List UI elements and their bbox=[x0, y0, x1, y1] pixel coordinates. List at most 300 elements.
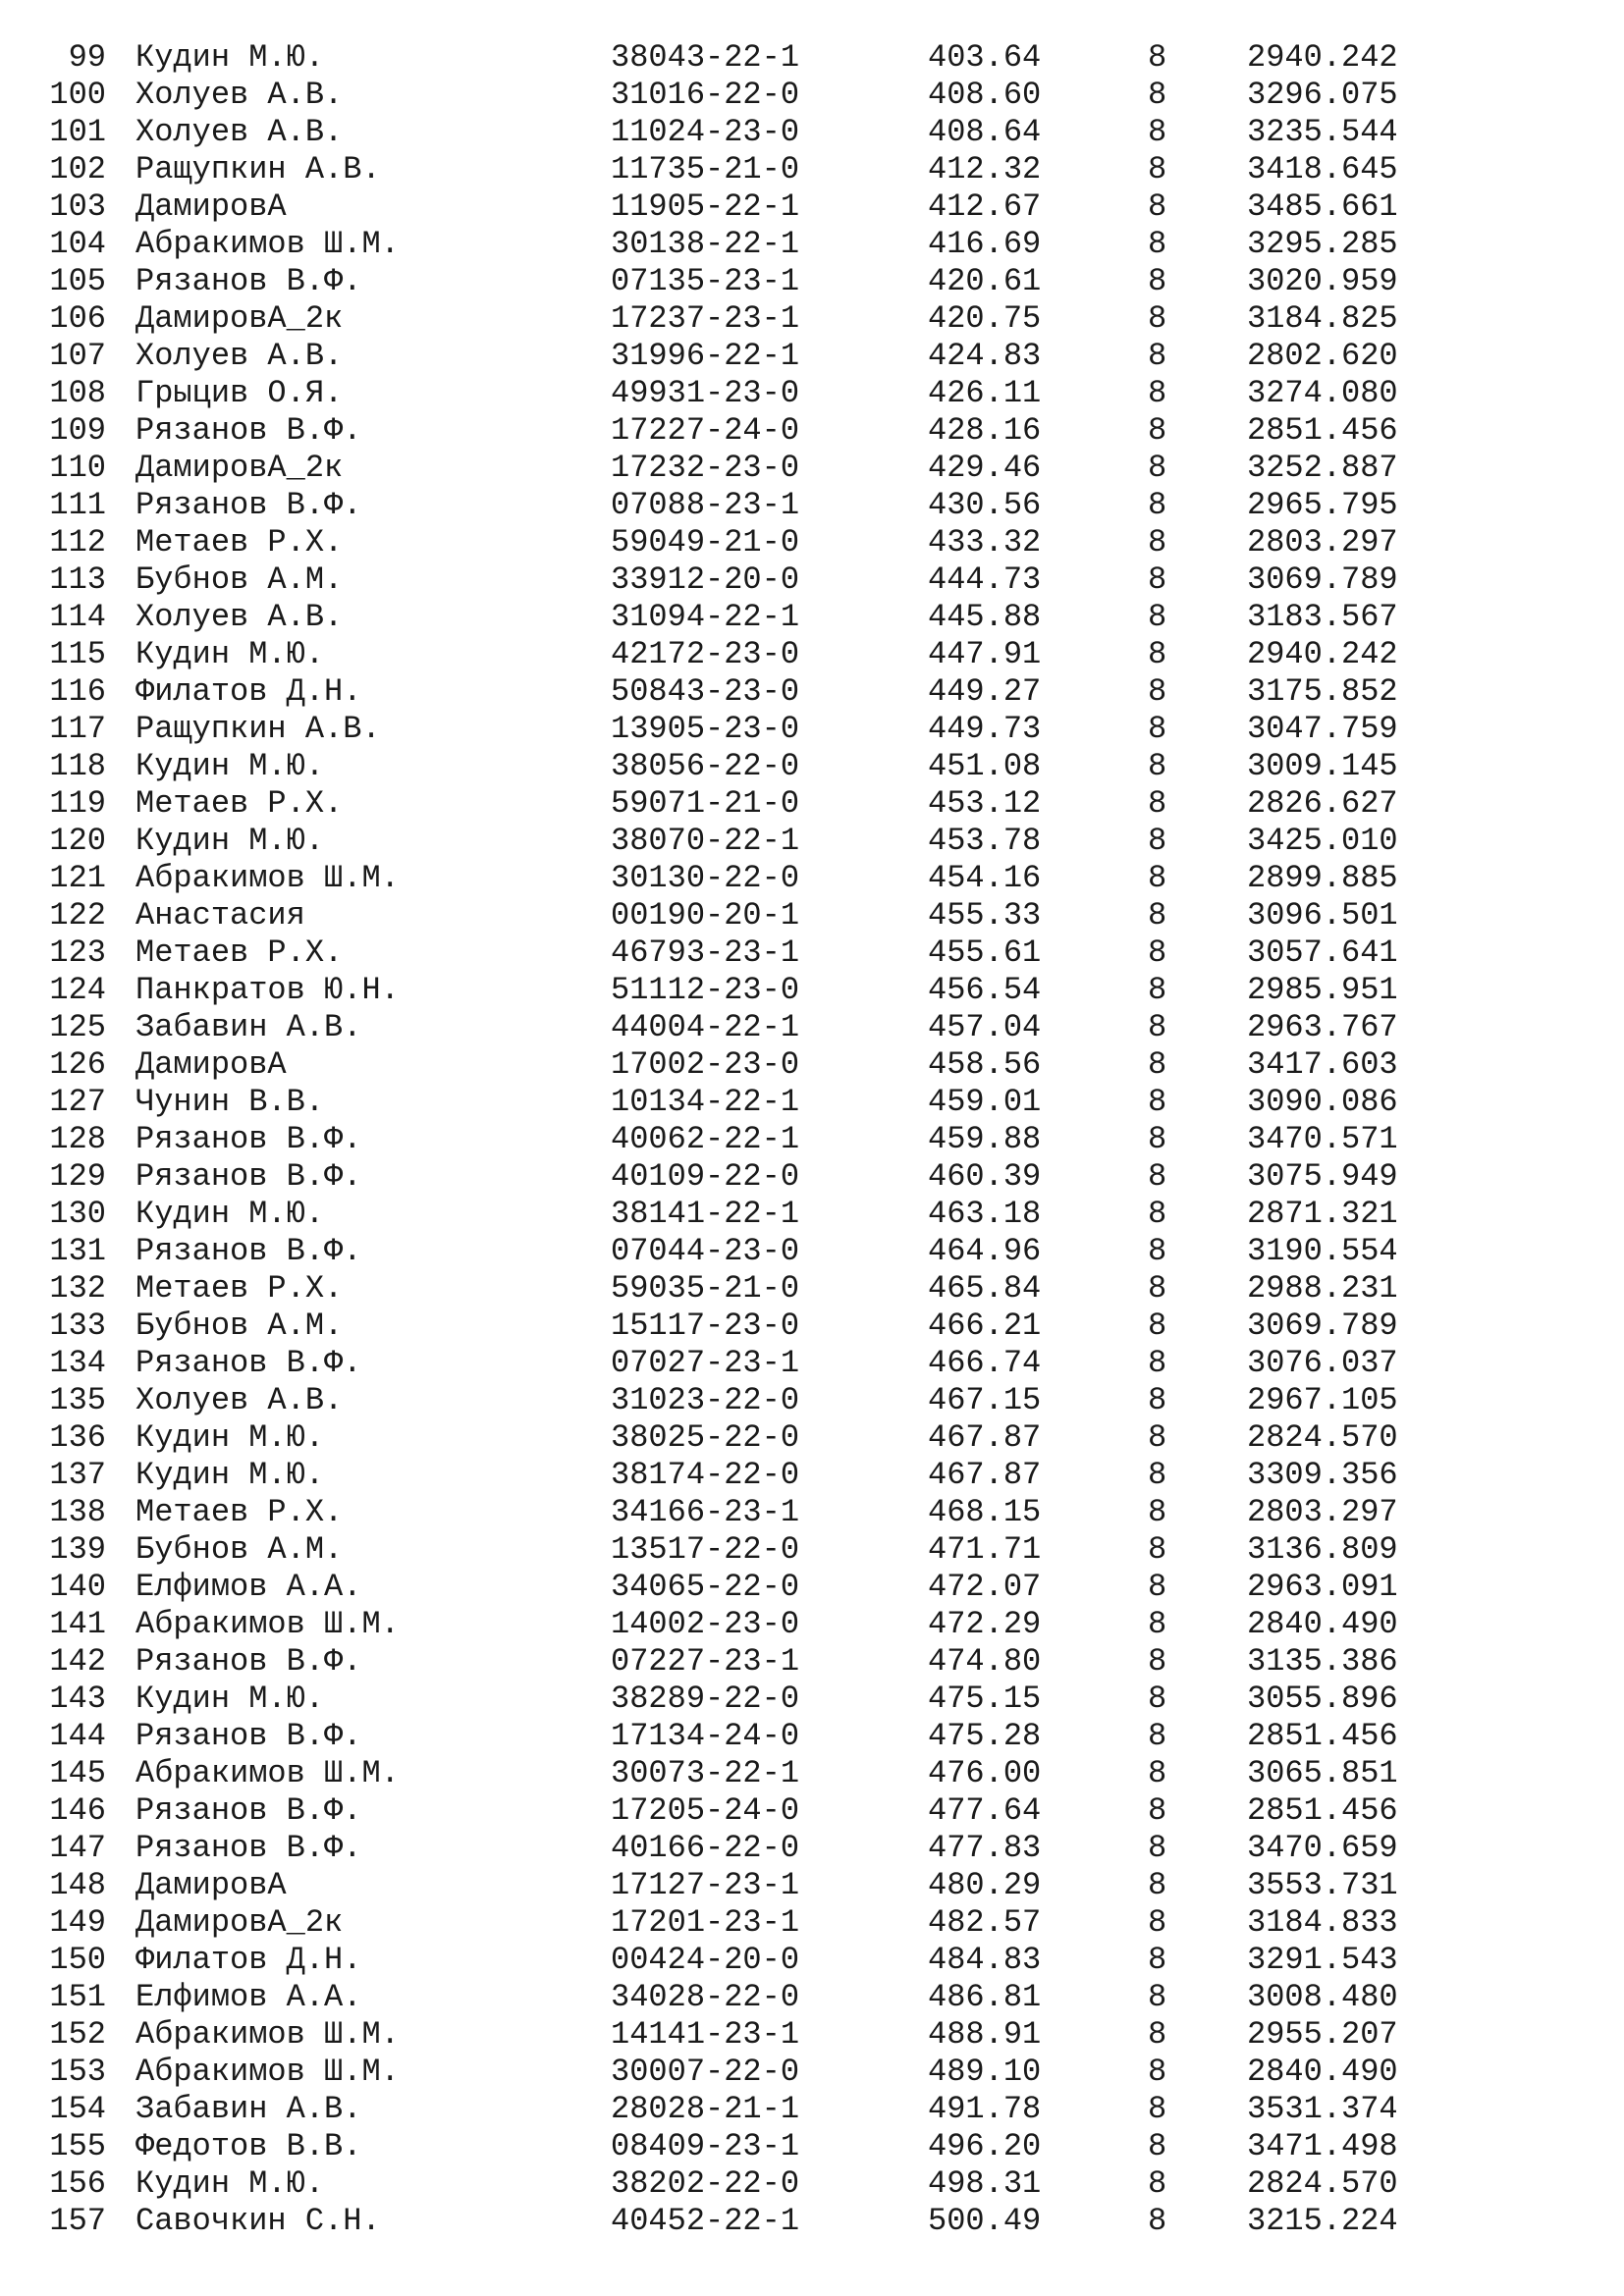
row-code: 07027-23-1 bbox=[611, 1345, 800, 1381]
row-total: 3418.645 bbox=[1247, 151, 1398, 187]
row-number: 152 bbox=[49, 2016, 106, 2053]
row-value: 475.28 bbox=[928, 1718, 1042, 1754]
row-value: 471.71 bbox=[928, 1531, 1042, 1568]
row-value: 424.83 bbox=[928, 338, 1042, 374]
row-total: 3069.789 bbox=[1247, 561, 1398, 598]
row-count: 8 bbox=[1148, 1382, 1167, 1418]
row-code: 11024-23-0 bbox=[611, 114, 800, 150]
row-value: 444.73 bbox=[928, 561, 1042, 598]
row-total: 3184.825 bbox=[1247, 300, 1398, 337]
row-code: 33912-20-0 bbox=[611, 561, 800, 598]
row-total: 3183.567 bbox=[1247, 599, 1398, 635]
row-count: 8 bbox=[1148, 1121, 1167, 1157]
row-code: 14141-23-1 bbox=[611, 2016, 800, 2053]
row-count: 8 bbox=[1148, 1494, 1167, 1530]
row-number: 149 bbox=[49, 1904, 106, 1941]
row-number: 107 bbox=[49, 338, 106, 374]
row-number: 131 bbox=[49, 1233, 106, 1269]
row-code: 10134-22-1 bbox=[611, 1084, 800, 1120]
row-value: 466.21 bbox=[928, 1308, 1042, 1344]
row-code: 40452-22-1 bbox=[611, 2203, 800, 2239]
row-total: 2940.242 bbox=[1247, 39, 1398, 76]
row-value: 491.78 bbox=[928, 2091, 1042, 2127]
row-count: 8 bbox=[1148, 1457, 1167, 1493]
row-number: 148 bbox=[49, 1867, 106, 1903]
row-number: 135 bbox=[49, 1382, 106, 1418]
row-total: 3190.554 bbox=[1247, 1233, 1398, 1269]
row-value: 408.64 bbox=[928, 114, 1042, 150]
row-number: 103 bbox=[49, 188, 106, 225]
row-value: 457.04 bbox=[928, 1009, 1042, 1045]
row-code: 51112-23-0 bbox=[611, 972, 800, 1008]
row-number: 141 bbox=[49, 1606, 106, 1642]
row-number: 147 bbox=[49, 1830, 106, 1866]
row-value: 467.87 bbox=[928, 1419, 1042, 1456]
row-number: 101 bbox=[49, 114, 106, 150]
row-code: 17127-23-1 bbox=[611, 1867, 800, 1903]
row-number: 106 bbox=[49, 300, 106, 337]
row-total: 2985.951 bbox=[1247, 972, 1398, 1008]
row-value: 458.56 bbox=[928, 1046, 1042, 1083]
row-count: 8 bbox=[1148, 2054, 1167, 2090]
row-value: 484.83 bbox=[928, 1942, 1042, 1978]
row-name: Забавин А.В. bbox=[135, 1009, 362, 1045]
row-code: 38141-22-1 bbox=[611, 1196, 800, 1232]
row-count: 8 bbox=[1148, 524, 1167, 561]
row-value: 445.88 bbox=[928, 599, 1042, 635]
row-count: 8 bbox=[1148, 77, 1167, 113]
row-total: 3009.145 bbox=[1247, 748, 1398, 784]
row-code: 38025-22-0 bbox=[611, 1419, 800, 1456]
row-name: ДамировА_2к bbox=[135, 1904, 344, 1941]
row-name: Рязанов В.Ф. bbox=[135, 263, 362, 299]
row-name: Бубнов А.М. bbox=[135, 561, 344, 598]
row-total: 2824.570 bbox=[1247, 1419, 1398, 1456]
row-total: 3076.037 bbox=[1247, 1345, 1398, 1381]
row-total: 2851.456 bbox=[1247, 1792, 1398, 1829]
row-total: 2851.456 bbox=[1247, 1718, 1398, 1754]
row-number: 100 bbox=[49, 77, 106, 113]
row-number: 133 bbox=[49, 1308, 106, 1344]
row-name: ДамировА bbox=[135, 188, 287, 225]
row-name: Абракимов Ш.М. bbox=[135, 226, 400, 262]
row-value: 482.57 bbox=[928, 1904, 1042, 1941]
row-name: Елфимов А.А. bbox=[135, 1979, 362, 2015]
row-code: 08409-23-1 bbox=[611, 2128, 800, 2164]
row-number: 111 bbox=[49, 487, 106, 523]
row-count: 8 bbox=[1148, 338, 1167, 374]
row-total: 3417.603 bbox=[1247, 1046, 1398, 1083]
row-code: 13517-22-0 bbox=[611, 1531, 800, 1568]
row-count: 8 bbox=[1148, 1942, 1167, 1978]
row-total: 3055.896 bbox=[1247, 1681, 1398, 1717]
row-number: 140 bbox=[49, 1569, 106, 1605]
row-name: Грыцив О.Я. bbox=[135, 375, 344, 411]
row-name: Ращупкин А.В. bbox=[135, 711, 381, 747]
row-name: ДамировА_2к bbox=[135, 300, 344, 337]
row-value: 403.64 bbox=[928, 39, 1042, 76]
row-code: 17237-23-1 bbox=[611, 300, 800, 337]
row-count: 8 bbox=[1148, 785, 1167, 822]
row-count: 8 bbox=[1148, 1270, 1167, 1307]
row-code: 31023-22-0 bbox=[611, 1382, 800, 1418]
row-value: 412.32 bbox=[928, 151, 1042, 187]
row-number: 116 bbox=[49, 673, 106, 710]
row-total: 3252.887 bbox=[1247, 450, 1398, 486]
row-value: 420.61 bbox=[928, 263, 1042, 299]
row-code: 44004-22-1 bbox=[611, 1009, 800, 1045]
row-name: Кудин М.Ю. bbox=[135, 748, 325, 784]
row-total: 3020.959 bbox=[1247, 263, 1398, 299]
row-value: 477.64 bbox=[928, 1792, 1042, 1829]
row-count: 8 bbox=[1148, 450, 1167, 486]
row-number: 124 bbox=[49, 972, 106, 1008]
row-number: 130 bbox=[49, 1196, 106, 1232]
row-count: 8 bbox=[1148, 1196, 1167, 1232]
row-count: 8 bbox=[1148, 487, 1167, 523]
row-code: 38289-22-0 bbox=[611, 1681, 800, 1717]
row-total: 3471.498 bbox=[1247, 2128, 1398, 2164]
row-total: 2963.767 bbox=[1247, 1009, 1398, 1045]
row-number: 99 bbox=[68, 39, 106, 76]
row-name: Метаев Р.Х. bbox=[135, 524, 344, 561]
row-code: 07135-23-1 bbox=[611, 263, 800, 299]
row-name: Кудин М.Ю. bbox=[135, 39, 325, 76]
row-name: Холуев А.В. bbox=[135, 599, 344, 635]
row-count: 8 bbox=[1148, 1308, 1167, 1344]
row-name: Анастасия bbox=[135, 897, 305, 934]
row-number: 156 bbox=[49, 2165, 106, 2202]
row-number: 102 bbox=[49, 151, 106, 187]
row-value: 480.29 bbox=[928, 1867, 1042, 1903]
row-number: 139 bbox=[49, 1531, 106, 1568]
row-total: 3057.641 bbox=[1247, 934, 1398, 971]
row-value: 455.33 bbox=[928, 897, 1042, 934]
row-name: Филатов Д.Н. bbox=[135, 673, 362, 710]
row-name: Абракимов Ш.М. bbox=[135, 860, 400, 896]
row-code: 34028-22-0 bbox=[611, 1979, 800, 2015]
row-name: Холуев А.В. bbox=[135, 338, 344, 374]
row-number: 110 bbox=[49, 450, 106, 486]
row-code: 14002-23-0 bbox=[611, 1606, 800, 1642]
row-value: 498.31 bbox=[928, 2165, 1042, 2202]
row-total: 3096.501 bbox=[1247, 897, 1398, 934]
row-value: 426.11 bbox=[928, 375, 1042, 411]
row-value: 466.74 bbox=[928, 1345, 1042, 1381]
row-count: 8 bbox=[1148, 1419, 1167, 1456]
row-total: 3069.789 bbox=[1247, 1308, 1398, 1344]
row-code: 17232-23-0 bbox=[611, 450, 800, 486]
row-code: 31094-22-1 bbox=[611, 599, 800, 635]
row-count: 8 bbox=[1148, 636, 1167, 672]
row-value: 453.12 bbox=[928, 785, 1042, 822]
row-number: 155 bbox=[49, 2128, 106, 2164]
row-code: 07088-23-1 bbox=[611, 487, 800, 523]
row-number: 127 bbox=[49, 1084, 106, 1120]
row-count: 8 bbox=[1148, 1009, 1167, 1045]
row-value: 459.01 bbox=[928, 1084, 1042, 1120]
row-number: 157 bbox=[49, 2203, 106, 2239]
row-total: 3090.086 bbox=[1247, 1084, 1398, 1120]
row-value: 455.61 bbox=[928, 934, 1042, 971]
row-code: 34065-22-0 bbox=[611, 1569, 800, 1605]
row-total: 3215.224 bbox=[1247, 2203, 1398, 2239]
row-total: 2871.321 bbox=[1247, 1196, 1398, 1232]
row-code: 42172-23-0 bbox=[611, 636, 800, 672]
row-total: 3135.386 bbox=[1247, 1643, 1398, 1680]
row-value: 416.69 bbox=[928, 226, 1042, 262]
row-count: 8 bbox=[1148, 748, 1167, 784]
row-number: 122 bbox=[49, 897, 106, 934]
row-number: 117 bbox=[49, 711, 106, 747]
row-count: 8 bbox=[1148, 151, 1167, 187]
row-count: 8 bbox=[1148, 114, 1167, 150]
row-total: 3175.852 bbox=[1247, 673, 1398, 710]
row-name: Рязанов В.Ф. bbox=[135, 487, 362, 523]
row-count: 8 bbox=[1148, 1830, 1167, 1866]
row-code: 31016-22-0 bbox=[611, 77, 800, 113]
row-value: 464.96 bbox=[928, 1233, 1042, 1269]
row-count: 8 bbox=[1148, 1643, 1167, 1680]
row-code: 17201-23-1 bbox=[611, 1904, 800, 1941]
row-number: 143 bbox=[49, 1681, 106, 1717]
row-name: Кудин М.Ю. bbox=[135, 636, 325, 672]
row-code: 00190-20-1 bbox=[611, 897, 800, 934]
row-code: 46793-23-1 bbox=[611, 934, 800, 971]
row-number: 138 bbox=[49, 1494, 106, 1530]
row-number: 114 bbox=[49, 599, 106, 635]
row-name: Савочкин С.Н. bbox=[135, 2203, 381, 2239]
row-name: Рязанов В.Ф. bbox=[135, 1121, 362, 1157]
row-code: 34166-23-1 bbox=[611, 1494, 800, 1530]
row-count: 8 bbox=[1148, 412, 1167, 449]
row-code: 38202-22-0 bbox=[611, 2165, 800, 2202]
row-name: ДамировА_2к bbox=[135, 450, 344, 486]
row-total: 2803.297 bbox=[1247, 524, 1398, 561]
row-name: Холуев А.В. bbox=[135, 77, 344, 113]
row-total: 2965.795 bbox=[1247, 487, 1398, 523]
row-total: 2967.105 bbox=[1247, 1382, 1398, 1418]
row-code: 30138-22-1 bbox=[611, 226, 800, 262]
row-total: 3531.374 bbox=[1247, 2091, 1398, 2127]
row-number: 146 bbox=[49, 1792, 106, 1829]
row-count: 8 bbox=[1148, 934, 1167, 971]
row-total: 3136.809 bbox=[1247, 1531, 1398, 1568]
row-value: 489.10 bbox=[928, 2054, 1042, 2090]
row-code: 07044-23-0 bbox=[611, 1233, 800, 1269]
row-number: 154 bbox=[49, 2091, 106, 2127]
row-count: 8 bbox=[1148, 1792, 1167, 1829]
row-code: 15117-23-0 bbox=[611, 1308, 800, 1344]
row-value: 486.81 bbox=[928, 1979, 1042, 2015]
row-count: 8 bbox=[1148, 1606, 1167, 1642]
row-code: 07227-23-1 bbox=[611, 1643, 800, 1680]
row-number: 134 bbox=[49, 1345, 106, 1381]
row-count: 8 bbox=[1148, 1158, 1167, 1195]
row-total: 3553.731 bbox=[1247, 1867, 1398, 1903]
row-value: 433.32 bbox=[928, 524, 1042, 561]
row-count: 8 bbox=[1148, 1531, 1167, 1568]
row-name: Рязанов В.Ф. bbox=[135, 1643, 362, 1680]
row-code: 11735-21-0 bbox=[611, 151, 800, 187]
row-name: Холуев А.В. bbox=[135, 1382, 344, 1418]
row-code: 59049-21-0 bbox=[611, 524, 800, 561]
row-total: 2840.490 bbox=[1247, 2054, 1398, 2090]
row-value: 428.16 bbox=[928, 412, 1042, 449]
row-value: 449.73 bbox=[928, 711, 1042, 747]
row-count: 8 bbox=[1148, 711, 1167, 747]
row-count: 8 bbox=[1148, 1345, 1167, 1381]
row-code: 17205-24-0 bbox=[611, 1792, 800, 1829]
row-number: 136 bbox=[49, 1419, 106, 1456]
row-count: 8 bbox=[1148, 823, 1167, 859]
row-name: Чунин В.В. bbox=[135, 1084, 325, 1120]
row-value: 456.54 bbox=[928, 972, 1042, 1008]
row-total: 3274.080 bbox=[1247, 375, 1398, 411]
row-value: 467.15 bbox=[928, 1382, 1042, 1418]
row-value: 474.80 bbox=[928, 1643, 1042, 1680]
row-value: 420.75 bbox=[928, 300, 1042, 337]
row-name: Метаев Р.Х. bbox=[135, 785, 344, 822]
row-count: 8 bbox=[1148, 1084, 1167, 1120]
row-name: Рязанов В.Ф. bbox=[135, 1792, 362, 1829]
row-number: 121 bbox=[49, 860, 106, 896]
row-value: 453.78 bbox=[928, 823, 1042, 859]
row-value: 468.15 bbox=[928, 1494, 1042, 1530]
row-code: 49931-23-0 bbox=[611, 375, 800, 411]
row-name: Бубнов А.М. bbox=[135, 1531, 344, 1568]
row-number: 115 bbox=[49, 636, 106, 672]
row-value: 459.88 bbox=[928, 1121, 1042, 1157]
row-number: 137 bbox=[49, 1457, 106, 1493]
row-count: 8 bbox=[1148, 375, 1167, 411]
row-value: 463.18 bbox=[928, 1196, 1042, 1232]
row-name: Рязанов В.Ф. bbox=[135, 1718, 362, 1754]
row-total: 3291.543 bbox=[1247, 1942, 1398, 1978]
row-name: Ращупкин А.В. bbox=[135, 151, 381, 187]
row-total: 3235.544 bbox=[1247, 114, 1398, 150]
row-number: 129 bbox=[49, 1158, 106, 1195]
row-count: 8 bbox=[1148, 1681, 1167, 1717]
row-count: 8 bbox=[1148, 1569, 1167, 1605]
row-count: 8 bbox=[1148, 39, 1167, 76]
row-code: 00424-20-0 bbox=[611, 1942, 800, 1978]
row-value: 447.91 bbox=[928, 636, 1042, 672]
row-number: 153 bbox=[49, 2054, 106, 2090]
row-count: 8 bbox=[1148, 1755, 1167, 1791]
row-value: 476.00 bbox=[928, 1755, 1042, 1791]
row-total: 2840.490 bbox=[1247, 1606, 1398, 1642]
row-count: 8 bbox=[1148, 1904, 1167, 1941]
row-value: 475.15 bbox=[928, 1681, 1042, 1717]
row-count: 8 bbox=[1148, 1979, 1167, 2015]
row-count: 8 bbox=[1148, 300, 1167, 337]
row-count: 8 bbox=[1148, 1867, 1167, 1903]
row-code: 38043-22-1 bbox=[611, 39, 800, 76]
row-value: 477.83 bbox=[928, 1830, 1042, 1866]
row-number: 120 bbox=[49, 823, 106, 859]
row-value: 429.46 bbox=[928, 450, 1042, 486]
row-number: 144 bbox=[49, 1718, 106, 1754]
row-total: 2988.231 bbox=[1247, 1270, 1398, 1307]
row-total: 3296.075 bbox=[1247, 77, 1398, 113]
row-total: 2963.091 bbox=[1247, 1569, 1398, 1605]
row-value: 412.67 bbox=[928, 188, 1042, 225]
row-value: 488.91 bbox=[928, 2016, 1042, 2053]
row-number: 112 bbox=[49, 524, 106, 561]
row-count: 8 bbox=[1148, 2203, 1167, 2239]
row-value: 500.49 bbox=[928, 2203, 1042, 2239]
row-name: Холуев А.В. bbox=[135, 114, 344, 150]
row-count: 8 bbox=[1148, 673, 1167, 710]
row-name: ДамировА bbox=[135, 1867, 287, 1903]
row-code: 40109-22-0 bbox=[611, 1158, 800, 1195]
row-value: 496.20 bbox=[928, 2128, 1042, 2164]
row-total: 2802.620 bbox=[1247, 338, 1398, 374]
row-value: 472.29 bbox=[928, 1606, 1042, 1642]
row-total: 2940.242 bbox=[1247, 636, 1398, 672]
row-number: 126 bbox=[49, 1046, 106, 1083]
row-code: 59071-21-0 bbox=[611, 785, 800, 822]
row-count: 8 bbox=[1148, 1233, 1167, 1269]
row-value: 449.27 bbox=[928, 673, 1042, 710]
row-value: 454.16 bbox=[928, 860, 1042, 896]
row-total: 3047.759 bbox=[1247, 711, 1398, 747]
row-number: 105 bbox=[49, 263, 106, 299]
row-total: 2899.885 bbox=[1247, 860, 1398, 896]
row-number: 132 bbox=[49, 1270, 106, 1307]
row-name: Рязанов В.Ф. bbox=[135, 412, 362, 449]
row-count: 8 bbox=[1148, 860, 1167, 896]
row-number: 118 bbox=[49, 748, 106, 784]
row-number: 108 bbox=[49, 375, 106, 411]
row-total: 3184.833 bbox=[1247, 1904, 1398, 1941]
row-number: 104 bbox=[49, 226, 106, 262]
row-value: 408.60 bbox=[928, 77, 1042, 113]
row-name: Кудин М.Ю. bbox=[135, 1419, 325, 1456]
row-count: 8 bbox=[1148, 561, 1167, 598]
row-name: Бубнов А.М. bbox=[135, 1308, 344, 1344]
row-count: 8 bbox=[1148, 188, 1167, 225]
row-name: Рязанов В.Ф. bbox=[135, 1233, 362, 1269]
row-total: 3295.285 bbox=[1247, 226, 1398, 262]
row-name: Метаев Р.Х. bbox=[135, 934, 344, 971]
row-total: 2826.627 bbox=[1247, 785, 1398, 822]
row-total: 2803.297 bbox=[1247, 1494, 1398, 1530]
row-code: 38070-22-1 bbox=[611, 823, 800, 859]
row-number: 128 bbox=[49, 1121, 106, 1157]
row-value: 472.07 bbox=[928, 1569, 1042, 1605]
row-number: 125 bbox=[49, 1009, 106, 1045]
row-count: 8 bbox=[1148, 2016, 1167, 2053]
row-code: 50843-23-0 bbox=[611, 673, 800, 710]
row-value: 465.84 bbox=[928, 1270, 1042, 1307]
row-total: 3309.356 bbox=[1247, 1457, 1398, 1493]
row-total: 2851.456 bbox=[1247, 412, 1398, 449]
row-name: Кудин М.Ю. bbox=[135, 1681, 325, 1717]
row-name: Абракимов Ш.М. bbox=[135, 1606, 400, 1642]
row-count: 8 bbox=[1148, 263, 1167, 299]
row-name: ДамировА bbox=[135, 1046, 287, 1083]
row-name: Рязанов В.Ф. bbox=[135, 1158, 362, 1195]
row-total: 3470.659 bbox=[1247, 1830, 1398, 1866]
row-name: Елфимов А.А. bbox=[135, 1569, 362, 1605]
row-code: 40062-22-1 bbox=[611, 1121, 800, 1157]
row-code: 11905-22-1 bbox=[611, 188, 800, 225]
row-number: 145 bbox=[49, 1755, 106, 1791]
row-total: 3470.571 bbox=[1247, 1121, 1398, 1157]
row-number: 123 bbox=[49, 934, 106, 971]
